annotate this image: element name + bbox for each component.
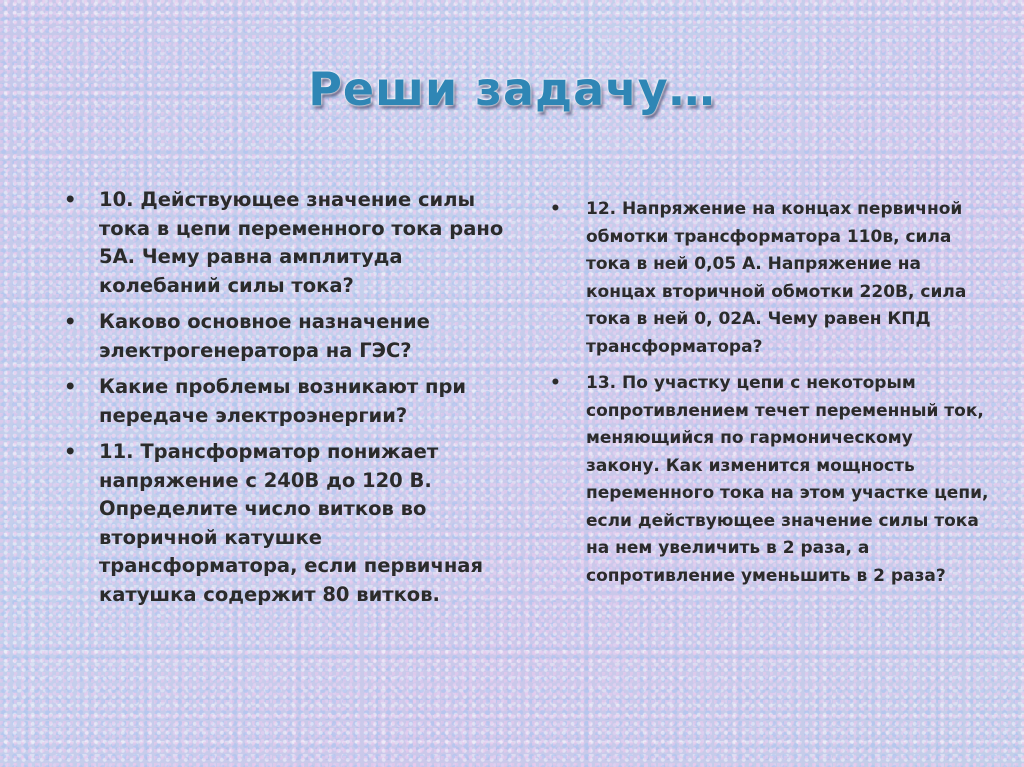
item-text: Какие проблемы возникают при передаче электроэнергии? <box>99 375 467 427</box>
item-text: Каково основное назначение электрогенератора на ГЭС? <box>99 310 430 362</box>
list-item <box>64 438 504 609</box>
bullet-icon: • <box>64 188 77 211</box>
bullet-icon: • <box>550 373 561 393</box>
list-item <box>550 196 990 361</box>
right-column <box>550 196 990 599</box>
slide-title: Реши задачу… <box>308 62 716 116</box>
item-text: 10. Действующее значение силы тока в цепи переменного тока рано 5А. Чему равна амплитуда колебаний силы тока? <box>99 188 504 297</box>
list-item <box>64 308 504 365</box>
list-item <box>550 370 990 590</box>
item-text: 12. Напряжение на концах первичной обмотки трансформатора 110в, сила тока в ней 0,05 А. Напряжение на концах вторичной обмотки 220В, сила тока в ней 0, 02А. Чему равен КПД трансформатора? <box>586 199 967 357</box>
left-column <box>64 186 504 617</box>
bullet-icon: • <box>64 375 77 398</box>
bullet-icon: • <box>64 440 77 463</box>
bullet-icon: • <box>64 310 77 333</box>
item-text: 13. По участку цепи с некоторым сопротивлением течет переменный ток, меняющийся по гармоническому закону. Как изменится мощность переменного тока на этом участке цепи, если действующее значение силы тока на нем увеличить в 2 раза, а сопротивление уменьшить в 2 раза? <box>586 373 989 586</box>
item-text: 11. Трансформатор понижает напряжение с 240В до 120 В. Определите число витков во вторичной катушке трансформатора, если первичная катушка содержит 80 витков. <box>99 440 483 606</box>
bullet-icon: • <box>550 199 561 219</box>
list-item <box>64 373 504 430</box>
list-item <box>64 186 504 300</box>
